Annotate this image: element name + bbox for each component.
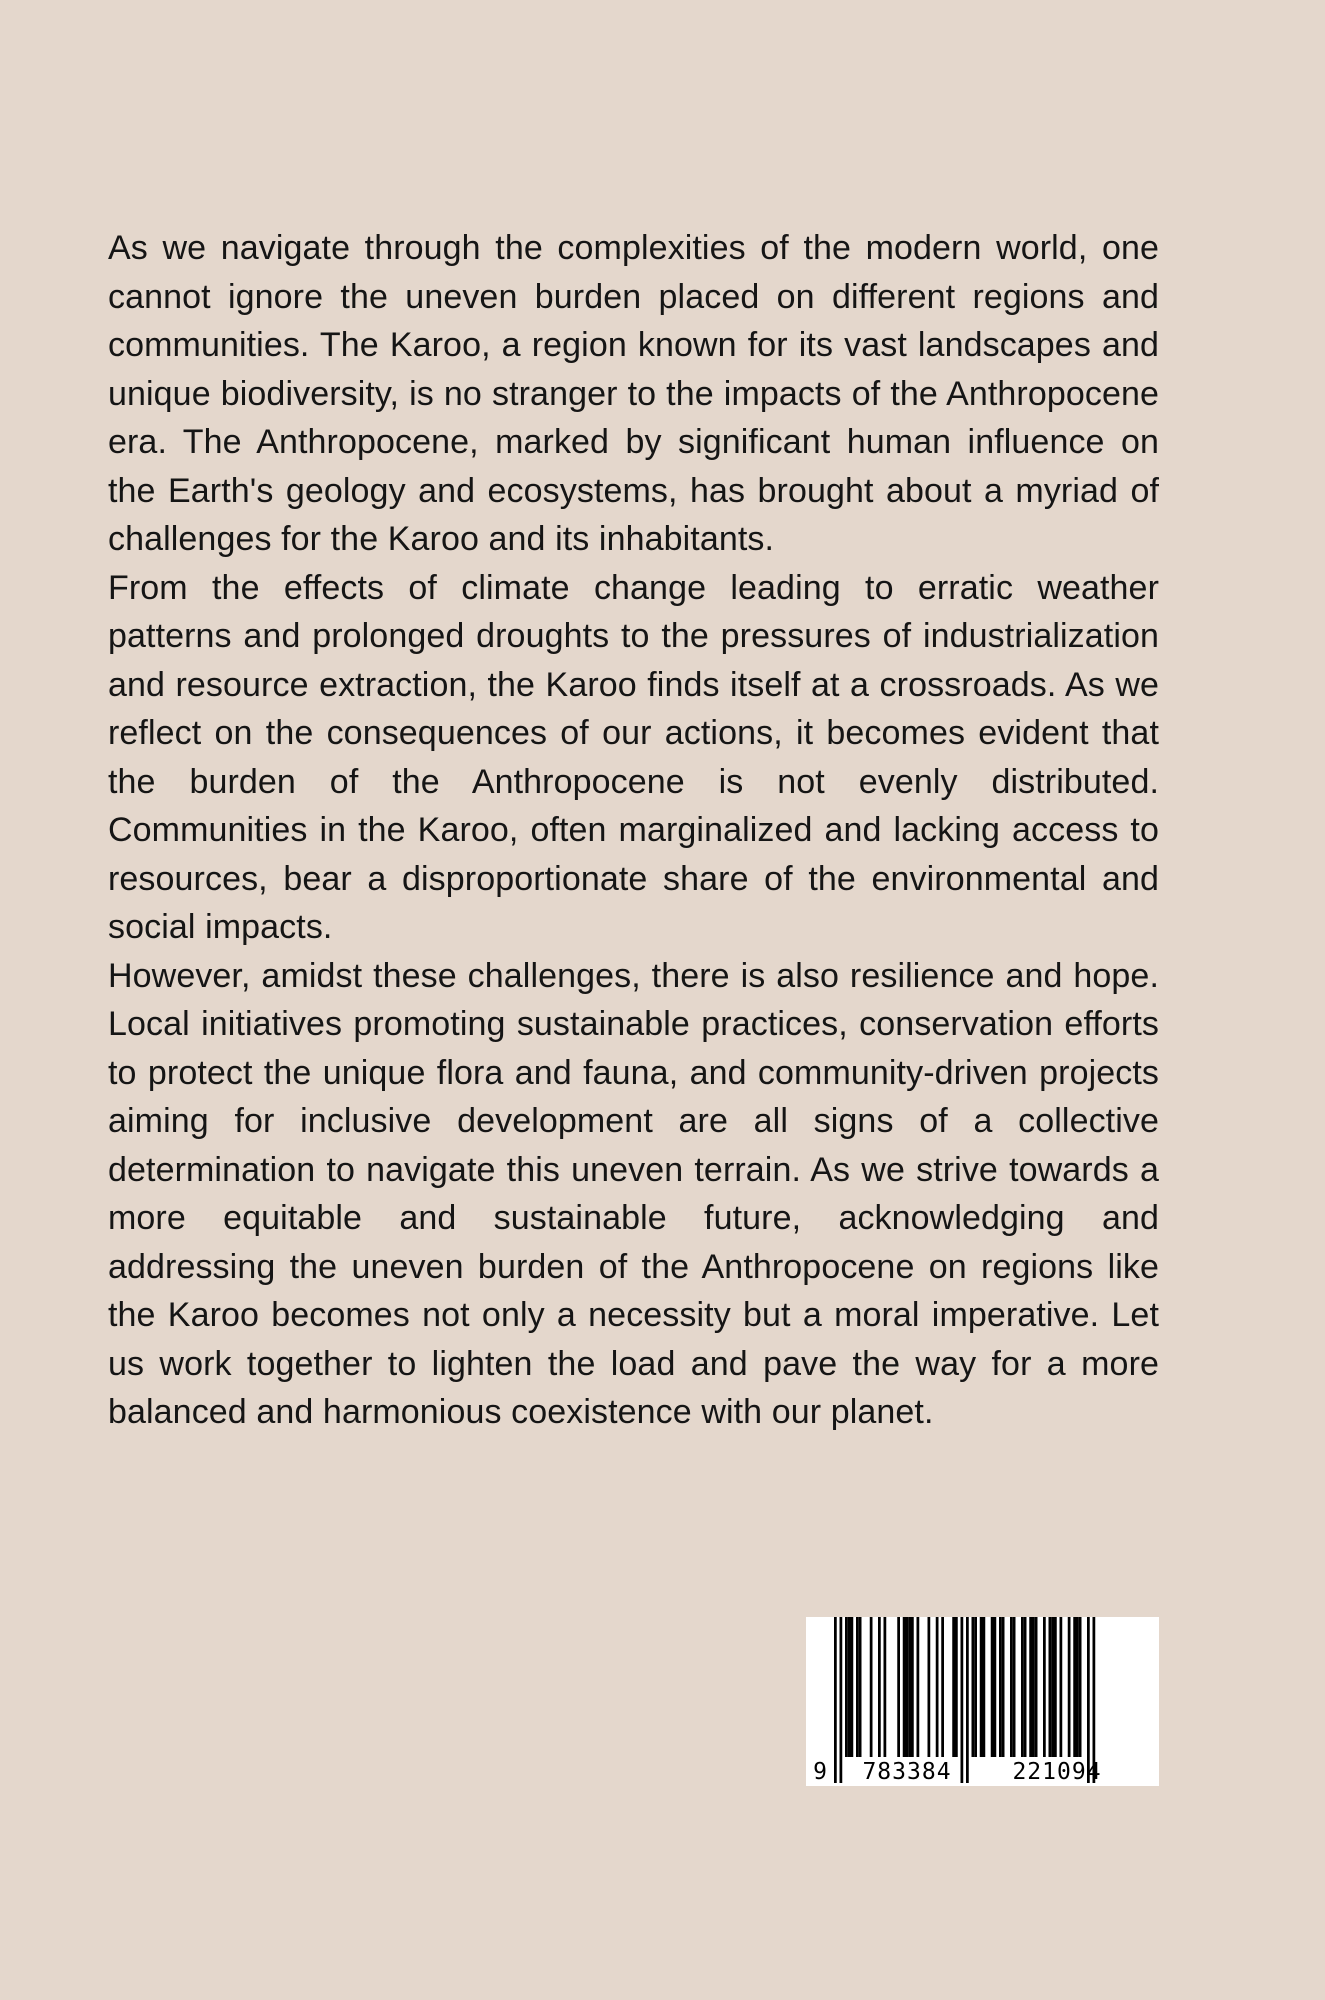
barcode-bar — [1049, 1617, 1052, 1757]
barcode-bar — [903, 1617, 906, 1757]
barcode-bar — [1054, 1617, 1057, 1757]
barcode-bar — [911, 1617, 914, 1757]
barcode-bar — [897, 1617, 900, 1757]
barcode-bar — [878, 1617, 881, 1757]
barcode-bar — [884, 1617, 887, 1757]
barcode-bar — [1013, 1617, 1016, 1757]
barcode-guard-bar — [834, 1617, 837, 1783]
barcode-bar — [1021, 1617, 1024, 1757]
barcode-bar — [1051, 1617, 1054, 1757]
barcode-bar — [941, 1617, 944, 1757]
back-cover-text — [108, 224, 1159, 1437]
barcode-bar — [1032, 1617, 1035, 1757]
barcode-bar — [1060, 1617, 1063, 1757]
barcode-bar — [994, 1617, 997, 1757]
barcode-bar — [972, 1617, 975, 1757]
barcode-bar — [983, 1617, 986, 1757]
barcode-graphic — [806, 1617, 1159, 1786]
barcode-bar — [999, 1617, 1002, 1757]
barcode-bar — [1043, 1617, 1046, 1757]
paragraph-1: As we navigate through the complexities of the modern world, one cannot ignore the uneven burden placed on different regions and communities. The Karoo, a region known for its vast landscapes and unique biodiversity, is no stranger to the impacts of the Anthropocene era. The Anthropocene, marked by significant human influence on the Earth's geology and ecosystems, has brought about a myriad of challenges for the Karoo and its inhabitants. — [108, 229, 1159, 558]
barcode-bar — [952, 1617, 955, 1757]
barcode-bar — [906, 1617, 909, 1757]
barcode-guard-bar — [961, 1617, 964, 1783]
barcode-bar — [1002, 1617, 1005, 1757]
barcode-right-digits: 221094 — [1012, 1759, 1102, 1785]
barcode-first-digit: 9 — [813, 1759, 827, 1785]
barcode-guard-bar — [840, 1617, 843, 1783]
isbn-barcode — [806, 1617, 1159, 1786]
paragraph-2: From the effects of climate change leading to erratic weather patterns and prolonged droughts to the pressures of industrialization and resource extraction, the Karoo finds itself at a crossroads. As we reflect on the consequences of our actions, it becomes evident that the burden of the Anthropocene is not evenly distributed. Communities in the Karoo, often marginalized and lacking access to resources, bear a disproportionate share of the environmental and social impacts. — [108, 568, 1159, 946]
barcode-bar — [1035, 1617, 1038, 1757]
barcode-bar — [1010, 1617, 1013, 1757]
barcode-bar — [955, 1617, 958, 1757]
barcode-guard-bar — [966, 1617, 969, 1783]
barcode-bar — [1024, 1617, 1027, 1757]
barcode-bar — [917, 1617, 920, 1757]
barcode-bar — [936, 1617, 939, 1757]
barcode-bar — [980, 1617, 983, 1757]
barcode-bar — [1079, 1617, 1082, 1757]
barcode-bar — [856, 1617, 859, 1757]
barcode-bar — [845, 1617, 848, 1757]
barcode-bar — [974, 1617, 977, 1757]
barcode-bar — [908, 1617, 911, 1757]
barcode-bar — [1068, 1617, 1071, 1757]
barcode-bar — [851, 1617, 854, 1757]
barcode-bar — [1076, 1617, 1079, 1757]
barcode-bar — [859, 1617, 862, 1757]
paragraph-3: However, amidst these challenges, there is also resilience and hope. Local initiatives promoting sustainable practices, conservation efforts to protect the unique flora and fauna, and community-driven projects aiming for inclusive development are all signs of a collective determination to navigate this uneven terrain. As we strive towards a more equitable and sustainable future, acknowledging and addressing the uneven burden of the Anthropocene on regions like the Karoo becomes not only a necessity but a moral imperative. Let us work together to lighten the load and pave the way for a more balanced and harmonious coexistence with our planet. — [108, 956, 1159, 1431]
barcode-left-digits: 783384 — [862, 1759, 952, 1785]
barcode-bar — [1029, 1617, 1032, 1757]
barcode-bar — [1073, 1617, 1076, 1757]
barcode-bar — [848, 1617, 851, 1757]
barcode-bar — [928, 1617, 931, 1757]
barcode-bar — [991, 1617, 994, 1757]
barcode-bar — [870, 1617, 873, 1757]
